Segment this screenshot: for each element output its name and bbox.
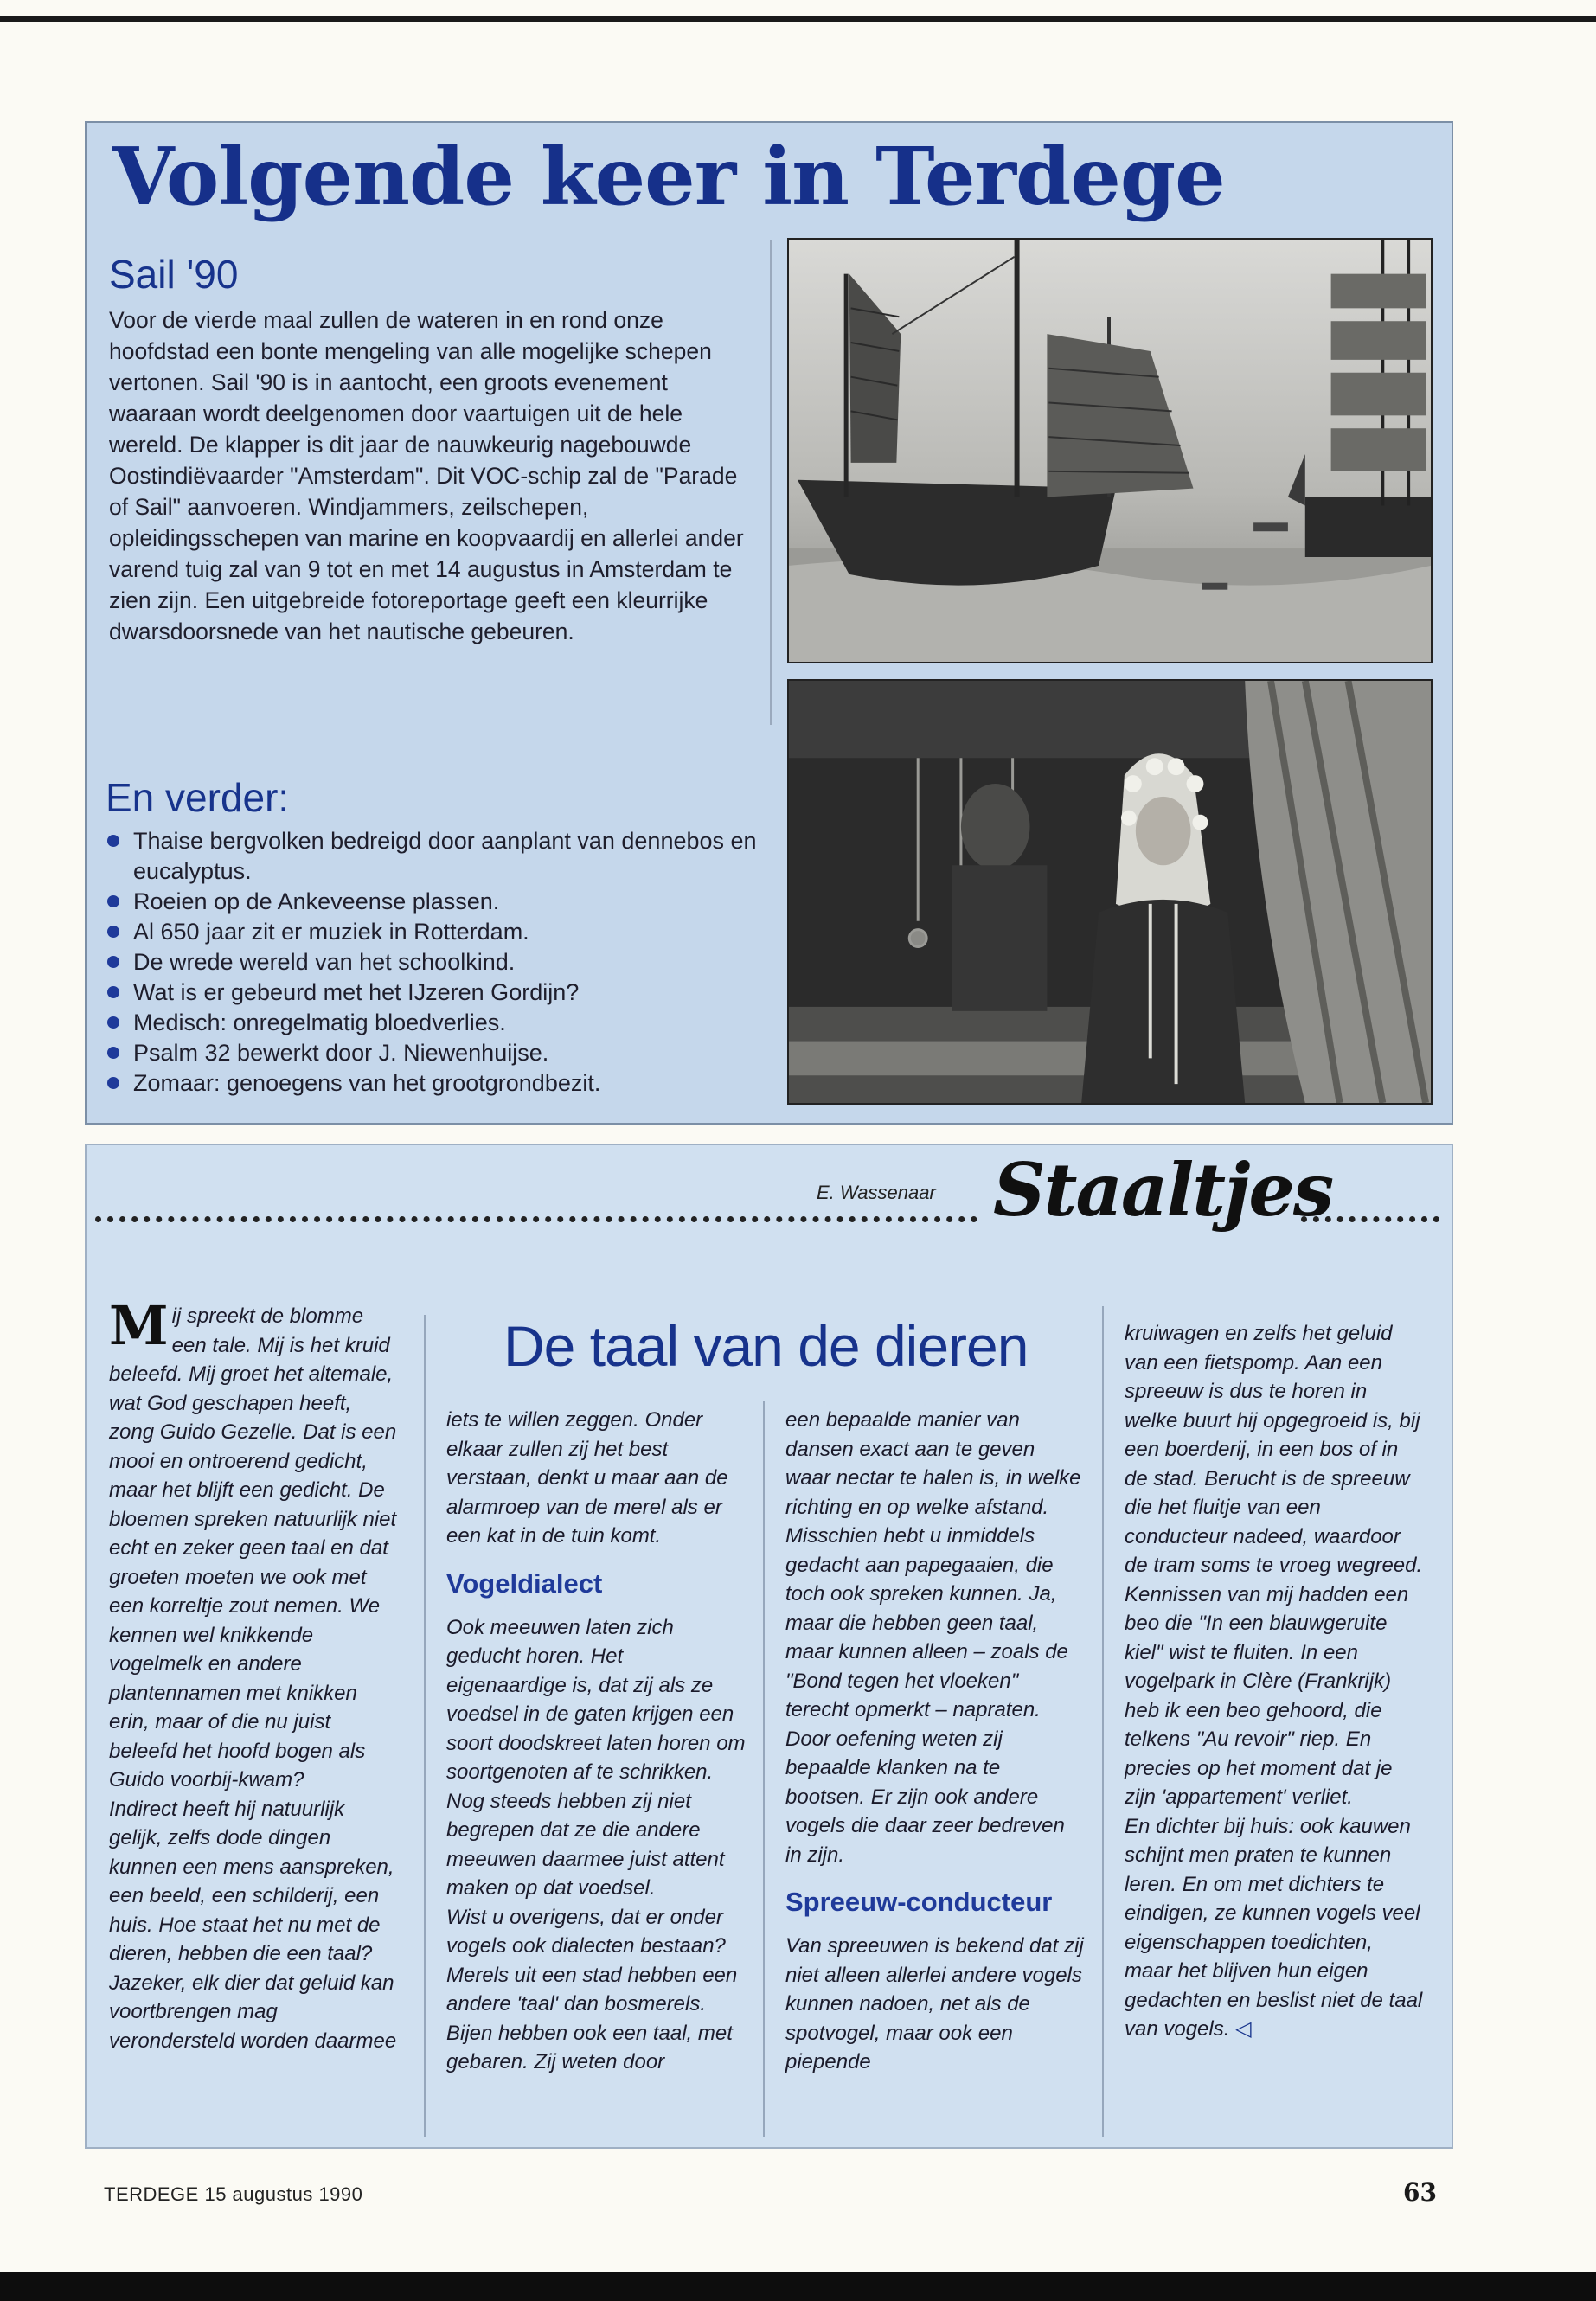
top-rule xyxy=(0,16,1596,22)
subheading-vogeldialect: Vogeldialect xyxy=(446,1567,603,1599)
paragraph: Van spreeuwen is bekend dat zij niet alleen allerlei andere vogels kunnen nadoen, net als de spotvogel, maar ook een piepende xyxy=(785,1934,1084,2073)
paragraph: kruiwagen en zelfs het geluid van een fietspomp. Aan een spreeuw is dus te horen in welke buurt hij opgegroeid is, bij een boerderij, in een bos of in de stad. Berucht is de spreeuw die het fluitje van een conducteur nadeed, waardoor de tram soms te vroeg wegreed. xyxy=(1125,1322,1423,1577)
list-item: Wat is er gebeurd met het IJzeren Gordijn? xyxy=(104,977,779,1008)
column-divider xyxy=(424,1315,426,2137)
list-item: De wrede wereld van het schoolkind. xyxy=(104,947,779,977)
paragraph: iets te willen zeggen. Onder elkaar zullen zij het best verstaan, denkt u maar aan de alarmroep van de merel als er een kat in de tuin komt. xyxy=(446,1408,728,1548)
page-title: Volgende keer in Terdege xyxy=(112,130,1225,223)
paragraph: Mij spreekt de blomme een tale. Mij is het kruid beleefd. Mij groet het altemale, wat God geschapen heeft, zong Guido Gezelle. Dat is een mooi en ontroerend gedicht, maar het blijft een gedicht. De bloemen spreken natuurlijk niet echt en zeker geen taal en dat groeten moeten we ook met een korreltje zout nemen. We kennen wel knikkende vogelmelk en andere plantennamen met knikken erin, maar of die nu juist beleefd het hoofd bogen als Guido voorbij-kwam? xyxy=(109,1294,397,1791)
bullet-icon xyxy=(107,1016,119,1029)
column-divider xyxy=(1102,1306,1104,2137)
article-title: De taal van de dieren xyxy=(503,1314,1029,1378)
paragraph: een bepaalde manier van dansen exact aan te geven waar nectar te halen is, in welke richting en op welke afstand. xyxy=(785,1408,1081,1519)
paragraph: En dichter bij huis: ook kauwen schijnt men praten te kunnen leren. En om met dichters te eindigen, ze kunnen vogels veel eigenschappen toedichten, maar het blijven hun eigen gedachten en beslist niet de taal van vogels. ◁ xyxy=(1125,1814,1423,2041)
article-column-3 xyxy=(785,1406,1085,2077)
bullet-icon xyxy=(107,895,119,907)
article-column-4 xyxy=(1125,1319,1424,2044)
list-item: Thaise bergvolken bedreigd door aanplant van dennebos en eucalyptus. xyxy=(104,826,779,887)
subheading-spreeuw: Spreeuw-conducteur xyxy=(785,1887,1053,1917)
magazine-issue: TERDEGE 15 augustus 1990 xyxy=(104,2183,363,2205)
verder-heading: En verder: xyxy=(106,775,290,820)
paragraph: Wist u overigens, dat er onder vogels ook dialecten bestaan? Merels uit een stad hebben een andere 'taal' dan bosmerels. Bijen hebben ook een taal, met gebaren. Zij weten door xyxy=(446,1905,738,2073)
list-item: Al 650 jaar zit er muziek in Rotterdam. xyxy=(104,917,779,947)
bottom-rule xyxy=(0,2272,1596,2301)
list-item: Roeien op de Ankeveense plassen. xyxy=(104,887,779,917)
author-name: E. Wassenaar xyxy=(817,1182,936,1203)
dotted-rule xyxy=(95,1208,977,1222)
paragraph: Ook meeuwen laten zich geducht horen. Het eigenaardige is, dat zij als ze voedsel in de gaten krijgen een soort doodskreet laten horen om soortgenoten af te schrikken. Nog steeds hebben zij niet begrepen dat ze die andere meeuwen daarmee juist attent maken op dat voedsel. xyxy=(446,1615,746,1900)
drop-cap: M xyxy=(109,1294,169,1357)
page-number: 63 xyxy=(1403,2178,1437,2207)
bullet-icon xyxy=(107,986,119,998)
paragraph: Misschien hebt u inmiddels gedacht aan papegaaien, die toch ook spreken kunnen. Ja, maar die hebben geen taal, maar kunnen alleen – zoals de "Bond tegen het vloeken" terecht opmerkt – napraten. Door oefening weten zij bepaalde klanken na te bootsen. Er zijn ook andere vogels die daar zeer bedreven in zijn. xyxy=(785,1524,1068,1867)
ships-photo xyxy=(787,238,1433,663)
sail-body: Voor de vierde maal zullen de wateren in en rond onze hoofdstad een bonte mengeling van alle mogelijke schepen vertonen. Sail '90 is in aantocht, een groots evenement waaraan wordt deelgenomen door vaartuigen uit de hele wereld. De klapper is dit jaar de nauwkeurig nagebouwde Oostindiëvaarder "Amsterdam". Dit VOC-schip zal de "Parade of Sail" aanvoeren. Windjammers, zeilschepen, opleidingsschepen van marine en koopvaardij en allerlei ander varend tuig zal van 9 tot en met 14 augustus in Amsterdam te zien zijn. Een uitgebreide fotoreportage geeft een kleurrijke dwarsdoorsnede van het nautische gebeuren. xyxy=(109,307,744,644)
column-divider xyxy=(770,240,772,725)
bullet-icon xyxy=(107,1077,119,1089)
bullet-icon xyxy=(107,926,119,938)
column-divider xyxy=(763,1401,765,2137)
sail-heading: Sail '90 xyxy=(109,252,239,297)
end-mark-icon: ◁ xyxy=(1235,2017,1252,2041)
article-column-2 xyxy=(446,1406,746,2077)
verder-list xyxy=(104,826,779,1099)
bullet-icon xyxy=(107,956,119,968)
paragraph: Kennissen van mij hadden een beo die "In een blauwgeruite kiel" wist te fluiten. In een vogelpark in Clère (Frankrijk) heb ik een beo gehoord, die telkens "Au revoir" riep. En precies op het moment dat je zijn 'appartement' verliet. xyxy=(1125,1582,1409,1809)
bullet-icon xyxy=(107,1047,119,1059)
bullet-icon xyxy=(107,835,119,847)
column-brand: Staaltjes xyxy=(993,1147,1333,1233)
article-column-1 xyxy=(109,1294,401,2055)
paragraph: Indirect heeft hij natuurlijk gelijk, zelfs dode dingen kunnen een mens aanspreken, een beeld, een schilderij, een huis. Hoe staat het nu met de dieren, hebben die een taal? Jazeker, elk dier dat geluid kan voortbrengen mag verondersteld worden daarmee xyxy=(109,1797,397,2053)
hill-tribe-woman-photo xyxy=(787,679,1433,1105)
list-item: Medisch: onregelmatig bloedverlies. xyxy=(104,1008,779,1038)
list-item: Psalm 32 bewerkt door J. Niewenhuijse. xyxy=(104,1038,779,1068)
list-item: Zomaar: genoegens van het grootgrondbezit. xyxy=(104,1068,779,1099)
